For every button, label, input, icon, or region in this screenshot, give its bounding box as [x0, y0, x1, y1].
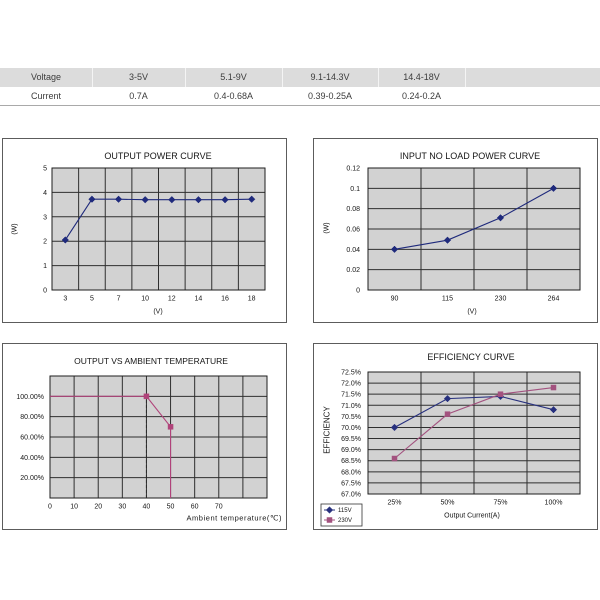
efficiency-curve-chart [313, 343, 598, 530]
table-cell: 0.39-0.25A [307, 91, 353, 101]
plot-group [16, 376, 267, 511]
y-tick-label: 0.12 [346, 165, 360, 173]
x-tick-label: 100% [544, 499, 563, 507]
y-tick-label: 69.0% [341, 447, 361, 455]
table-cell: 0.4-0.68A [213, 91, 254, 101]
x-tick-label: 10 [141, 295, 150, 303]
data-point [498, 392, 503, 397]
x-tick-label: 3 [63, 295, 68, 303]
row-label-voltage: Voltage [30, 72, 62, 82]
table-cell: 0.7A [129, 91, 148, 101]
y-tick-label: 80.00% [20, 414, 44, 422]
y-axis-label: (W) [11, 223, 19, 235]
plot-group [43, 166, 265, 303]
y-tick-label: 60.00% [20, 434, 44, 442]
y-tick-label: 20.00% [20, 475, 44, 483]
y-tick-label: 100.00% [16, 393, 44, 401]
y-tick-label: 72.5% [341, 369, 361, 377]
y-tick-label: 71.5% [341, 391, 361, 399]
legend-label: 230V [338, 518, 353, 525]
y-tick-label: 0.04 [346, 246, 360, 254]
y-tick-label: 5 [43, 165, 47, 173]
y-tick-label: 40.00% [20, 454, 44, 462]
x-tick-label: 40 [142, 503, 151, 511]
x-tick-label: 18 [247, 295, 256, 303]
chart-canvas [313, 343, 598, 530]
data-point [392, 456, 397, 461]
chart-canvas [2, 138, 287, 323]
table-row-voltage [0, 68, 600, 87]
y-axis-label: (W) [323, 222, 331, 234]
y-tick-label: 3 [43, 214, 47, 222]
x-tick-label: 264 [547, 295, 560, 303]
row-label-current: Current [30, 91, 61, 101]
y-tick-label: 0.1 [350, 185, 360, 193]
data-point [168, 424, 173, 429]
x-axis-label: Ambient temperature(℃) [186, 513, 282, 523]
x-tick-label: 50% [440, 499, 455, 507]
table-cell: 14.4-18V [403, 72, 440, 82]
table-cell: 0.24-0.2A [401, 91, 442, 101]
y-axis-label: EFFICIENCY [322, 406, 332, 454]
x-axis-label: (V) [153, 308, 163, 316]
chart-title: INPUT NO LOAD POWER CURVE [399, 151, 541, 161]
data-point [551, 385, 556, 390]
table-row-current [0, 87, 600, 106]
y-tick-label: 70.0% [341, 424, 361, 432]
y-tick-label: 0.06 [346, 226, 360, 234]
y-tick-label: 0 [356, 287, 360, 295]
chart-title: OUTPUT POWER CURVE [104, 151, 212, 161]
chart-title: EFFICIENCY CURVE [427, 352, 515, 362]
column-divider [378, 68, 379, 87]
column-divider [465, 68, 466, 87]
output-vs-temperature-chart [2, 343, 287, 530]
x-tick-label: 5 [89, 295, 94, 303]
x-tick-label: 12 [167, 295, 176, 303]
legend-label: 115V [338, 508, 352, 515]
y-tick-label: 1 [43, 263, 47, 271]
y-tick-label: 67.5% [341, 480, 361, 488]
x-tick-label: 75% [493, 499, 508, 507]
y-tick-label: 4 [43, 189, 47, 197]
data-point [144, 394, 149, 399]
x-axis-label: Output Current(A) [444, 512, 500, 520]
chart-title: OUTPUT VS AMBIENT TEMPERATURE [74, 356, 228, 366]
x-tick-label: 20 [94, 503, 103, 511]
x-tick-label: 25% [387, 499, 402, 507]
output-power-curve-chart [2, 138, 287, 323]
x-tick-label: 50 [166, 503, 175, 511]
x-tick-label: 230 [494, 295, 507, 303]
input-no-load-power-chart [313, 138, 598, 323]
chart-canvas [313, 138, 598, 323]
y-tick-label: 0 [43, 287, 47, 295]
x-tick-label: 14 [194, 295, 203, 303]
x-tick-label: 90 [390, 295, 399, 303]
x-tick-label: 10 [70, 503, 79, 511]
y-tick-label: 68.0% [341, 469, 361, 477]
y-tick-label: 2 [43, 238, 47, 246]
voltage-current-table [0, 68, 600, 106]
chart-canvas [2, 343, 287, 530]
x-tick-label: 60 [190, 503, 199, 511]
column-divider [185, 68, 186, 87]
column-divider [92, 68, 93, 87]
x-tick-label: 0 [48, 503, 52, 511]
data-point [327, 518, 332, 523]
x-tick-label: 7 [116, 295, 121, 303]
x-tick-label: 16 [221, 295, 229, 303]
y-tick-label: 71.0% [341, 402, 361, 410]
y-tick-label: 69.5% [341, 436, 361, 444]
y-tick-label: 0.08 [346, 206, 360, 214]
table-cell: 5.1-9V [220, 72, 247, 82]
plot-group [346, 166, 580, 303]
y-tick-label: 70.5% [341, 413, 361, 421]
table-cell: 9.1-14.3V [310, 72, 350, 82]
data-point [445, 412, 450, 417]
y-tick-label: 0.02 [346, 267, 360, 275]
x-axis-label: (V) [467, 308, 477, 316]
y-tick-label: 67.0% [341, 491, 361, 499]
y-tick-label: 72.0% [341, 380, 361, 388]
y-tick-label: 68.5% [341, 458, 361, 466]
x-tick-label: 115 [441, 295, 454, 303]
table-cell: 3-5V [128, 72, 148, 82]
x-tick-label: 30 [118, 503, 127, 511]
x-tick-label: 70 [214, 503, 223, 511]
column-divider [282, 68, 283, 87]
